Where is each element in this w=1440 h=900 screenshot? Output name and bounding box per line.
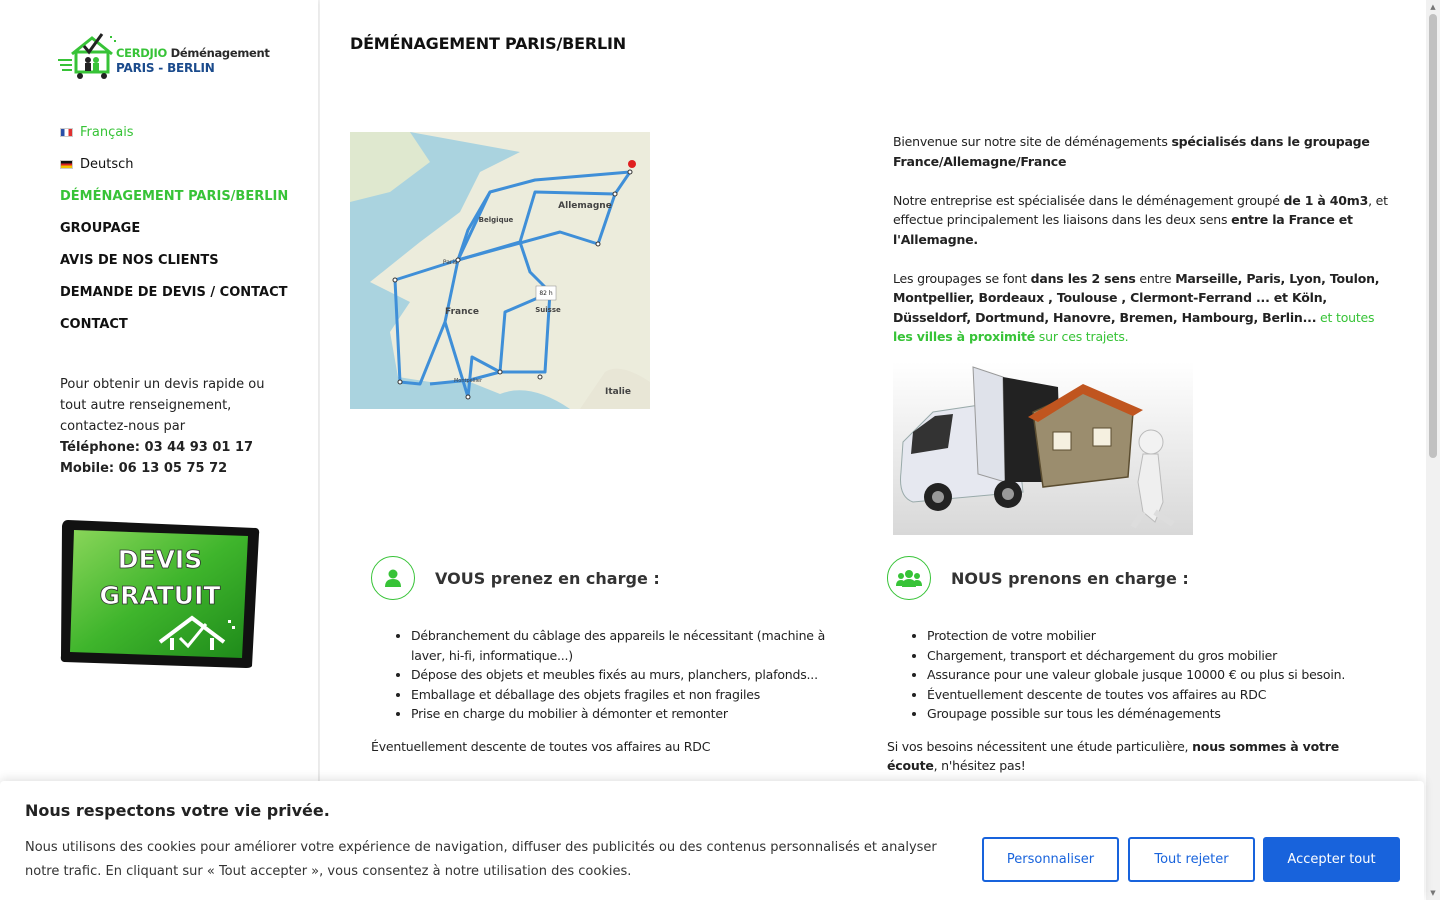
phone-label: Téléphone: 03 44 93 01 17	[60, 440, 254, 455]
company-responsibilities	[887, 556, 1367, 776]
contact-info	[60, 374, 270, 479]
devis-gratuit-badge[interactable]	[60, 520, 260, 668]
devis-line1: DEVIS	[117, 545, 203, 574]
scroll-down-icon[interactable]: ▼	[1430, 889, 1436, 897]
devis-line2: GRATUIT	[99, 581, 221, 610]
intro-p2	[893, 191, 1388, 250]
van-illustration	[893, 362, 1193, 535]
nav-label: Français	[80, 124, 134, 140]
scroll-thumb[interactable]	[1429, 14, 1437, 458]
house-logo-icon	[58, 30, 118, 80]
map-label-paris: Paris	[442, 259, 458, 266]
map-label-germany: Allemagne	[558, 201, 612, 211]
phone-number	[60, 437, 270, 458]
map-label-italy: Italie	[605, 387, 631, 397]
logo-subtitle: PARIS - BERLIN	[116, 61, 215, 75]
main-content	[320, 0, 1426, 900]
intro-p3-text2: entre	[1135, 270, 1176, 286]
nav-label: Deutsch	[80, 156, 134, 172]
intro-p2-bold: de 1 à 40m3	[1283, 192, 1369, 208]
nav-groupage[interactable]: GROUPAGE	[60, 220, 141, 236]
customize-button[interactable]: Personnaliser	[982, 837, 1119, 882]
page-title: DÉMÉNAGEMENT PARIS/BERLIN	[350, 34, 626, 53]
intro-cities: Marseille, Paris, Lyon, Toulon, Montpellier, Bordeaux , Toulouse , Clermont-Ferrand ... et Köln, Düsseldorf, Dortmund, Hanovre, Bremen, Hambourg, Berlin...	[893, 270, 1380, 325]
logo-word: Déménagement	[166, 46, 270, 60]
intro-p2-text: Notre entreprise est spécialisée dans le déménagement groupé	[893, 192, 1284, 208]
intro-p1-text: Bienvenue sur notre site de déménagements	[893, 134, 1172, 149]
europe-map-image	[350, 132, 650, 409]
map-label-france: France	[445, 307, 479, 317]
sidebar	[0, 0, 318, 900]
nav-demenagement[interactable]: DÉMÉNAGEMENT PARIS/BERLIN	[60, 188, 289, 204]
france-flag-icon	[60, 128, 73, 137]
nav-lang-de[interactable]	[60, 148, 288, 180]
cookie-text: Nous utilisons des cookies pour améliorer votre expérience de navigation, diffuser des publicités ou des contenus personnalisés et analyser notre trafic. En cliquant sur « Tout accepter », vous consentez à notre utilisation des cookies.	[25, 840, 937, 879]
list-item: • Groupage possible sur tous les déménagements	[927, 704, 1367, 724]
list-item: • Protection de votre mobilier	[927, 626, 1367, 646]
reject-all-button[interactable]: Tout rejeter	[1128, 837, 1255, 882]
intro-p1	[893, 132, 1388, 171]
moving-van-image	[893, 362, 1193, 535]
intro-p3-text: Les groupages se font	[893, 270, 1031, 286]
intro-p3-green: et toutes	[1316, 309, 1375, 325]
intro-p3	[893, 269, 1388, 347]
company-title: NOUS prenons en charge :	[951, 568, 1189, 588]
tablet-devis-image	[60, 520, 260, 668]
cookie-title: Nous respectons votre vie privée.	[25, 801, 330, 820]
map-duration-badge: 82 h	[539, 290, 553, 297]
users-group-icon	[887, 556, 931, 600]
company-header	[887, 556, 1367, 600]
list-item: • Prise en charge du mobilier à démonter et remonter	[411, 704, 851, 724]
nav-avis[interactable]: AVIS DE NOS CLIENTS	[60, 252, 219, 268]
map-label-belgium: Belgique	[478, 216, 514, 224]
intro-nearby-cities: les villes à proximité	[893, 329, 1036, 344]
nav-contact[interactable]: CONTACT	[60, 316, 128, 332]
client-list	[411, 626, 851, 724]
intro-p2-bold2: entre la France et l'Allemagne.	[893, 212, 1353, 247]
site-logo[interactable]	[58, 30, 270, 80]
mobile-number	[60, 458, 270, 479]
client-responsibilities	[371, 556, 851, 756]
list-item: • Débranchement du câblage des appareils le nécessitant (machine à laver, hi-fi, informatique...)	[411, 626, 851, 665]
client-title: VOUS prenez en charge :	[435, 568, 660, 588]
user-icon	[371, 556, 415, 600]
logo-title	[116, 46, 270, 60]
nav-devis-contact[interactable]: DEMANDE DE DEVIS / CONTACT	[60, 284, 288, 300]
intro-p3-bold: dans les 2 sens	[1030, 270, 1136, 286]
list-item: • Emballage et déballage des objets fragiles et non fragiles	[411, 685, 851, 705]
company-list	[927, 626, 1367, 724]
accept-all-button[interactable]: Accepter tout	[1263, 837, 1400, 882]
cookie-banner	[0, 781, 1424, 900]
company-note-text: Si vos besoins nécessitent une étude particulière,	[887, 738, 1193, 754]
intro-text	[893, 132, 1388, 366]
page-scrollbar[interactable]	[1426, 0, 1440, 900]
germany-flag-icon	[60, 160, 73, 169]
intro-p2-text2: , et effectue principalement les liaisons dans les deux sens	[893, 192, 1388, 227]
list-item: • Dépose des objets et meubles fixés au murs, planchers, plafonds...	[411, 665, 851, 685]
map-label-montpellier: Montpellier	[453, 378, 483, 384]
nav-lang-fr[interactable]	[60, 116, 288, 148]
intro-p1-bold: spécialisés dans le groupage France/Allemagne/France	[893, 134, 1370, 169]
client-note: Éventuellement descente de toutes vos affaires au RDC	[371, 738, 711, 754]
main-nav	[60, 116, 288, 340]
client-header	[371, 556, 851, 600]
list-item: • Assurance pour une valeur globale jusque 10000 € ou plus si besoin.	[927, 665, 1367, 685]
map-label-switzerland: Suisse	[535, 306, 561, 314]
logo-brand: CERDJIO	[116, 46, 167, 60]
mobile-label: Mobile: 06 13 05 75 72	[60, 461, 228, 476]
contact-text: Pour obtenir un devis rapide ou tout autre renseignement, contactez-nous par	[60, 377, 265, 434]
company-note-text2: , n'hésitez pas!	[933, 758, 1026, 773]
route-map-image	[350, 132, 650, 409]
list-item: • Chargement, transport et déchargement du gros mobilier	[927, 646, 1367, 666]
scroll-up-icon[interactable]: ▲	[1430, 3, 1436, 11]
company-note-bold: nous sommes à votre écoute	[887, 738, 1339, 773]
intro-p3-green2: sur ces trajets.	[1035, 329, 1129, 344]
company-note	[887, 737, 1367, 776]
list-item: • Éventuellement descente de toutes vos affaires au RDC	[927, 685, 1367, 705]
